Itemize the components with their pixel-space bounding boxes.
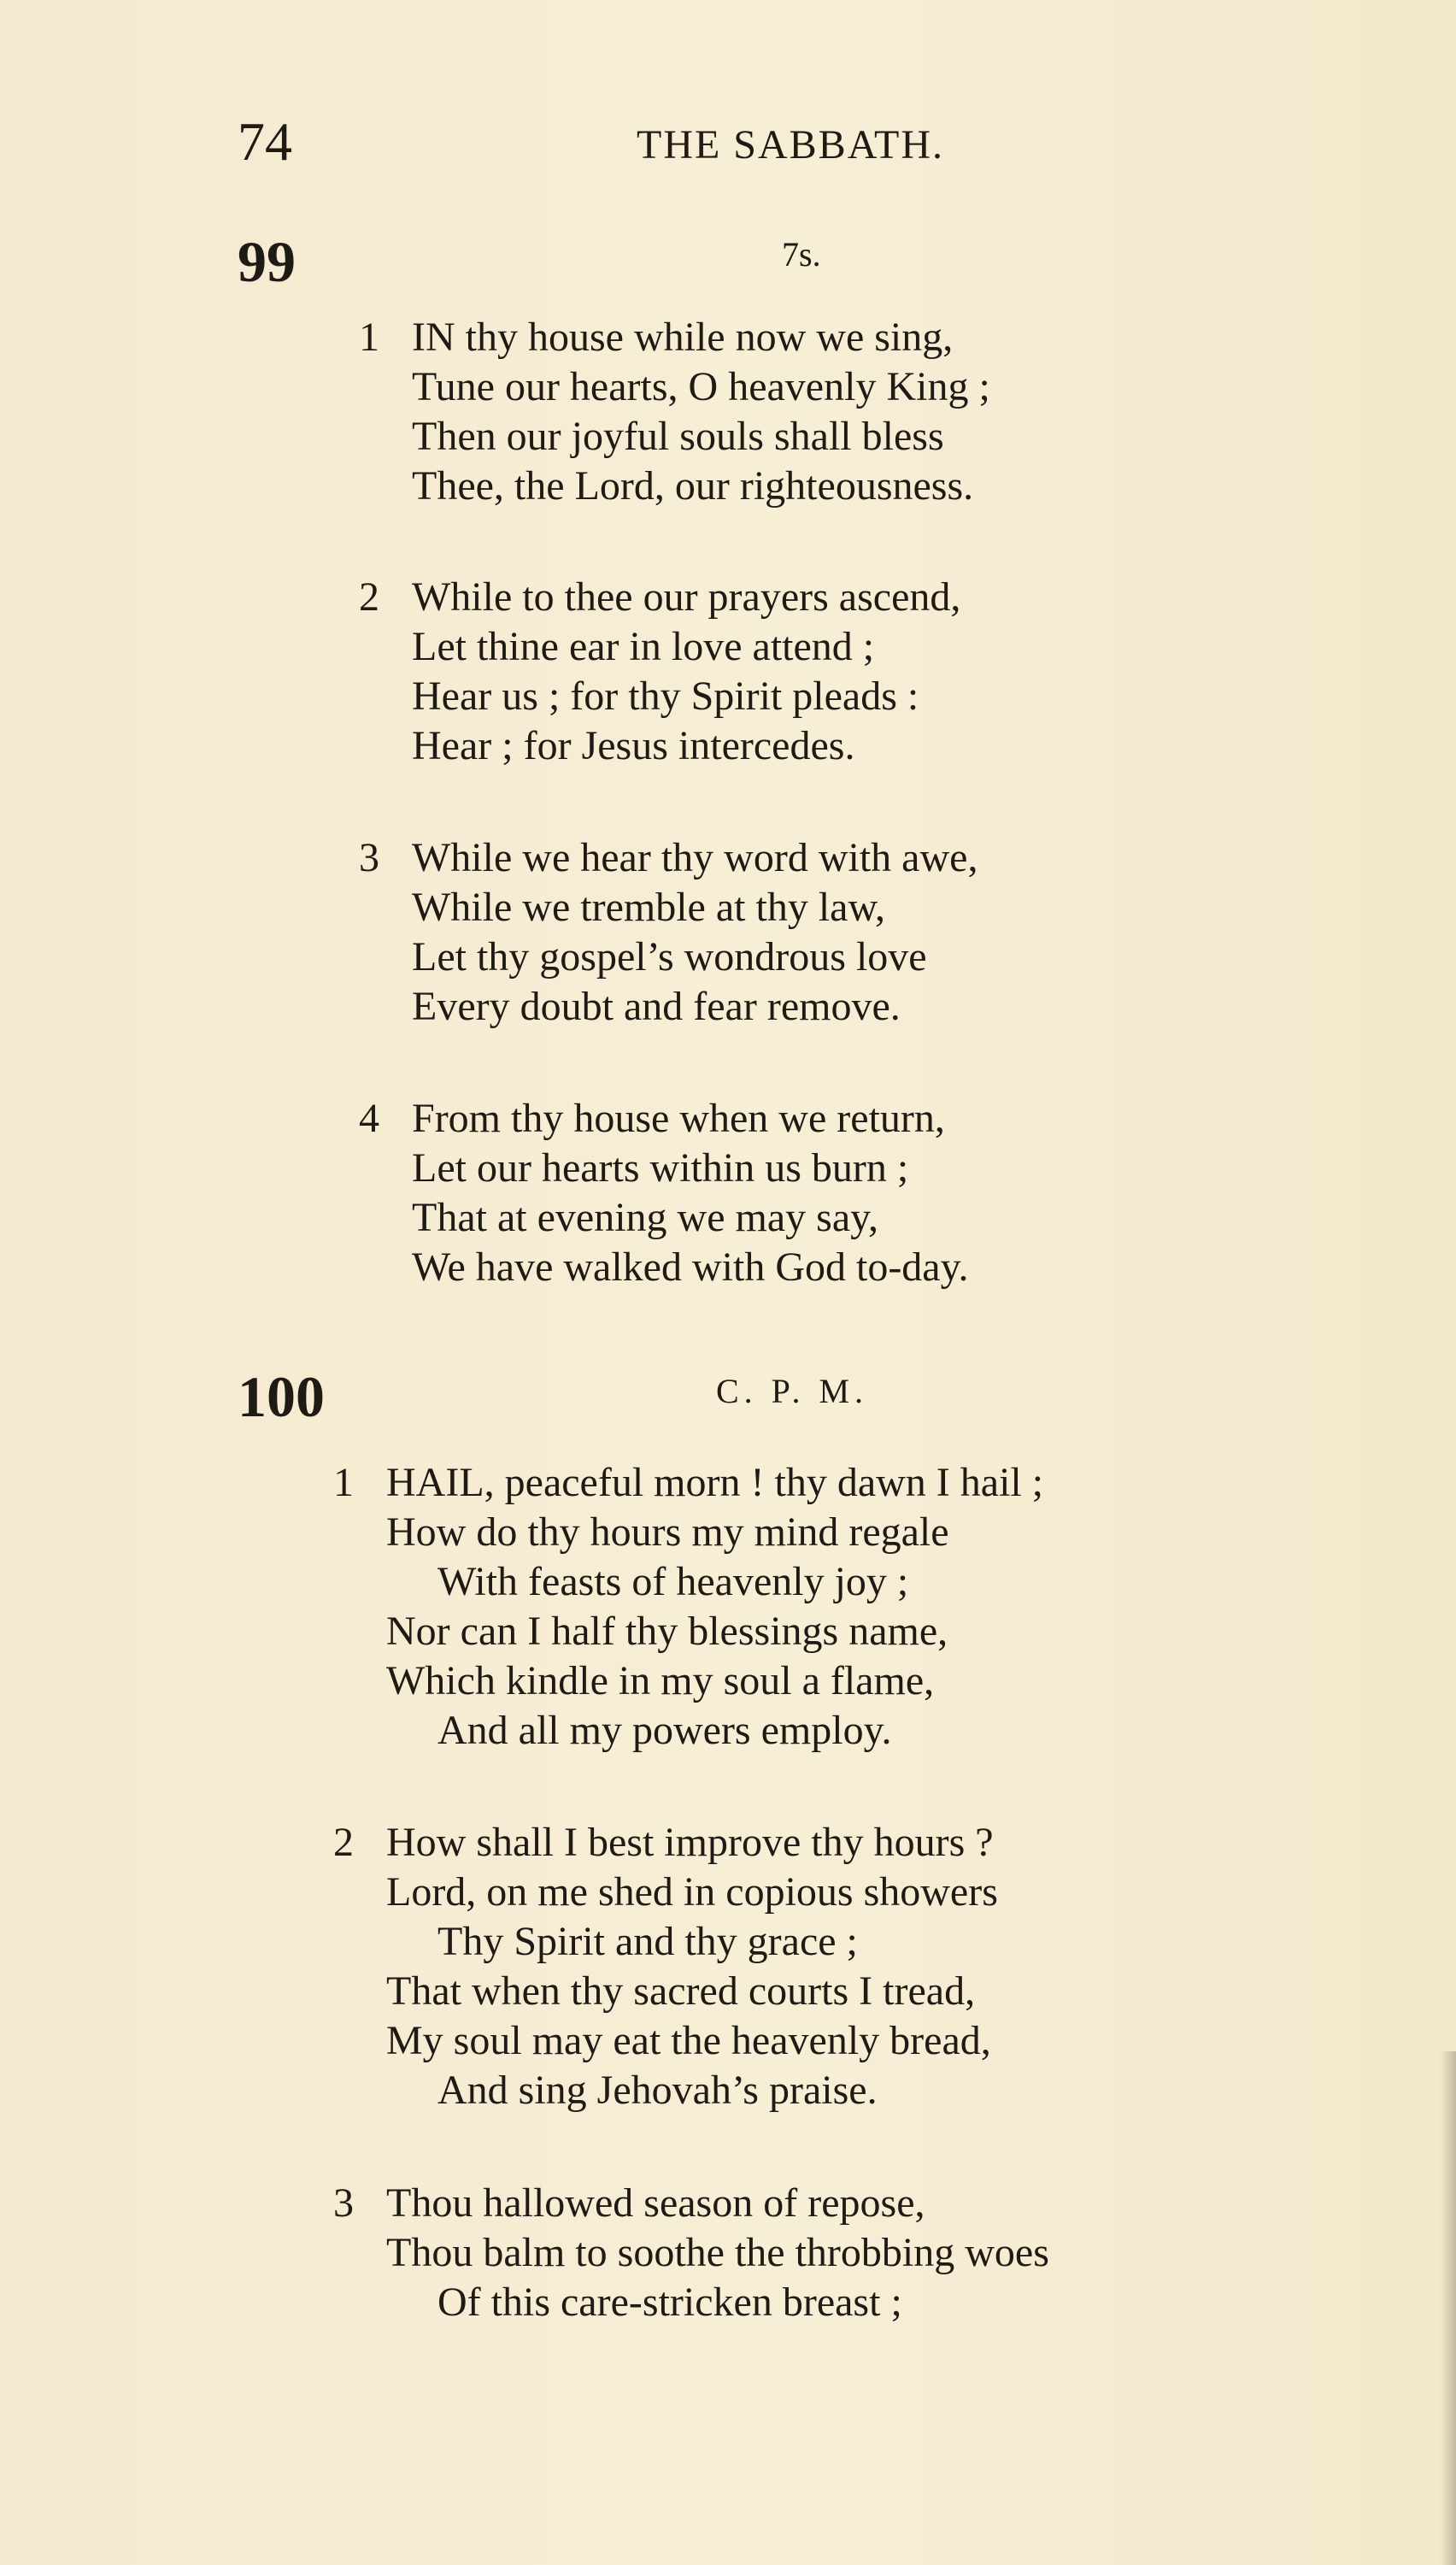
verse-number: 1 (359, 315, 379, 360)
verse-number: 2 (333, 1820, 354, 1865)
hymn-line: Tune our hearts, O heavenly King ; (412, 364, 990, 409)
hymn-line: Then our joyful souls shall bless (412, 414, 944, 459)
hymn-line: How do thy hours my mind regale (386, 1509, 949, 1555)
hymn-line: Let thine ear in love attend ; (412, 624, 875, 669)
hymn-line: Let our hearts within us burn ; (412, 1145, 909, 1191)
hymn-line: We have walked with God to-day. (412, 1244, 969, 1290)
hymn-line: Thy Spirit and thy grace ; (437, 1919, 858, 1964)
hymn-line: Thou balm to soothe the throbbing woes (386, 2230, 1049, 2275)
page-edge-shadow (1441, 2051, 1456, 2565)
hymn-line: While we tremble at thy law, (412, 885, 886, 930)
verse-number: 1 (333, 1460, 354, 1505)
hymn-line: HAIL, peaceful morn ! thy dawn I hail ; (386, 1460, 1044, 1505)
running-title: THE SABBATH. (637, 122, 945, 168)
hymn-line: With feasts of heavenly joy ; (437, 1559, 909, 1604)
hymn-line: While we hear thy word with awe, (412, 835, 978, 880)
verse-number: 3 (333, 2180, 354, 2226)
hymn-line: IN thy house while now we sing, (412, 315, 954, 360)
hymn-line: From thy house when we return, (412, 1096, 945, 1141)
hymn-line: Thee, the Lord, our righteousness. (412, 463, 974, 509)
hymn-number: 99 (238, 229, 296, 294)
hymn-line: Of this care-stricken breast ; (437, 2280, 902, 2325)
hymn-meter: C. P. M. (716, 1372, 869, 1410)
page-number: 74 (238, 111, 292, 172)
hymn-line: That at evening we may say, (412, 1195, 879, 1240)
hymn-line: My soul may eat the heavenly bread, (386, 2018, 991, 2063)
verse-number: 2 (359, 574, 379, 620)
hymn-line: And all my powers employ. (437, 1708, 892, 1753)
hymn-line: Let thy gospel’s wondrous love (412, 934, 927, 980)
hymn-line: Lord, on me shed in copious showers (386, 1869, 998, 1915)
verse-number: 4 (359, 1096, 379, 1141)
hymn-line: Hear us ; for thy Spirit pleads : (412, 674, 919, 719)
hymn-meter: 7s. (782, 235, 821, 274)
hymn-line: While to thee our prayers ascend, (412, 574, 961, 620)
hymn-line: Which kindle in my soul a flame, (386, 1658, 935, 1703)
hymn-line: That when thy sacred courts I tread, (386, 1968, 976, 2014)
hymn-number: 100 (238, 1364, 325, 1429)
hymn-line: Every doubt and fear remove. (412, 984, 901, 1029)
hymn-line: Thou hallowed season of repose, (386, 2180, 925, 2226)
hymn-line: Nor can I half thy blessings name, (386, 1609, 948, 1654)
verse-number: 3 (359, 835, 379, 880)
hymn-line: How shall I best improve thy hours ? (386, 1820, 994, 1865)
hymn-line: Hear ; for Jesus intercedes. (412, 723, 855, 768)
hymn-line: And sing Jehovah’s praise. (437, 2068, 878, 2113)
